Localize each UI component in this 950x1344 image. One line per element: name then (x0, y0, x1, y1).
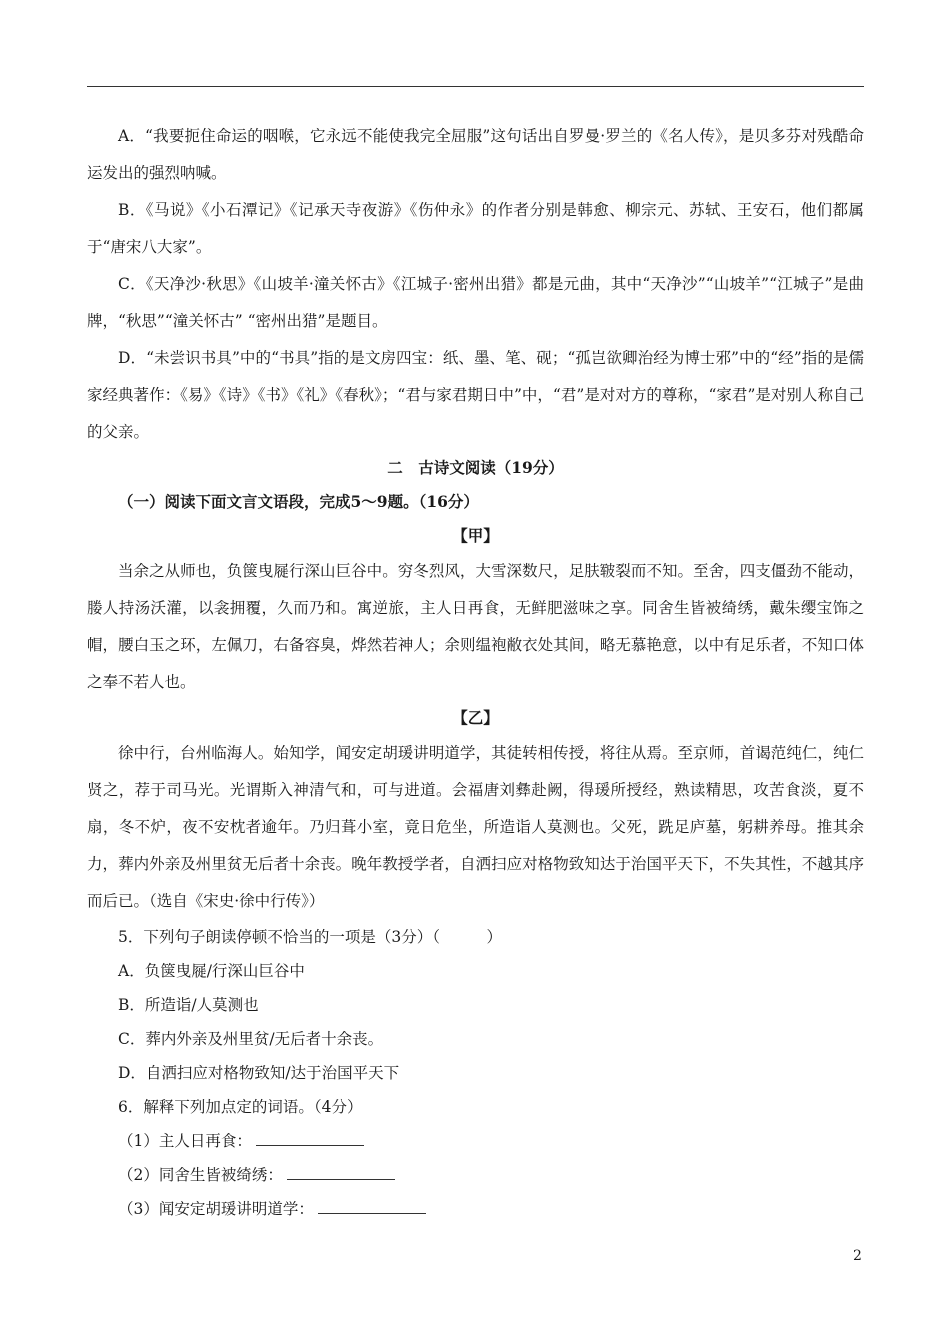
page-number: 2 (853, 1248, 862, 1264)
option-b: B．《马说》《小石潭记》《记承天寺夜游》《伤仲永》的作者分别是韩愈、柳宗元、苏轼、王安石，他们都属于“唐宋八大家”。 (87, 201, 864, 256)
answer-blank-1[interactable] (256, 1129, 364, 1146)
option-c: C．《天净沙·秋思》《山坡羊·潼关怀古》《江城子·密州出猎》都是元曲，其中“天净沙”“山坡羊”“江城子”是曲牌，“秋思”“潼关怀古” “密州出猎”是题目。 (87, 275, 864, 330)
header-rule (87, 86, 864, 87)
yi-passage: 徐中行，台州临海人。始知学，闻安定胡瑗讲明道学，其徒转相传授，将往从焉。至京师，首谒范纯仁，纯仁贤之，荐于司马光。光谓斯入神清气和，可与进道。会福唐刘彝赴阙，得瑗所授经，熟读精思，攻苦食淡，夏不扇，冬不炉，夜不安枕者逾年。乃归葺小室，竟日危坐，所造诣人莫测也。父死，跣足庐墓，躬耕养母。推其余力，葬内外亲及州里贫无后者十余丧。晚年教授学者，自洒扫应对格物致知达于治国平天下，不失其性，不越其序而后已。（选自《宋史·徐中行传》） (87, 744, 864, 910)
q6-item-3 (87, 1192, 864, 1226)
jia-passage: 当余之从师也，负箧曳屣行深山巨谷中。穷冬烈风，大雪深数尺，足肤皲裂而不知。至舍，四支僵劲不能动，媵人持汤沃灌，以衾拥覆，久而乃和。寓逆旅，主人日再食，无鲜肥滋味之享。同舍生皆被绮绣，戴朱缨宝饰之帽，腰白玉之环，左佩刀，右备容臭，烨然若神人；余则缊袍敝衣处其间，略无慕艳意，以中有足乐者，不知口体之奉不若人也。 (87, 562, 864, 691)
q5-stem: 5．下列句子朗读停顿不恰当的一项是（3分）（ ） (118, 928, 502, 946)
q6-item-1 (87, 1124, 864, 1158)
answer-blank-2[interactable] (287, 1163, 395, 1180)
option-d: D．“未尝识书具”中的“书具”指的是文房四宝：纸、墨、笔、砚；“孤岂欲卿治经为博士邪”中的“经”指的是儒家经典著作：《易》《诗》《书》《礼》《春秋》；“君与家君期日中”中，“君”是对对方的尊称，“家君”是对别人称自己的父亲。 (87, 349, 864, 441)
sub-title: （一）阅读下面文言文语段，完成5～9题。（16分） (118, 492, 479, 511)
q5-option-a: A．负箧曳屣/行深山巨谷中 (118, 962, 305, 980)
answer-blank-3[interactable] (318, 1197, 426, 1214)
q6-item-3-label: （3）闻安定胡瑗讲明道学： (118, 1200, 314, 1218)
q6-item-2 (87, 1158, 864, 1192)
q5-option-b: B．所造诣/人莫测也 (118, 996, 259, 1014)
yi-label: 【乙】 (452, 708, 499, 727)
q6-stem: 6．解释下列加点定的词语。（4分） (118, 1098, 363, 1116)
document-body (87, 118, 864, 1226)
option-a: A．“我要扼住命运的咽喉，它永远不能使我完全屈服”这句话出自罗曼·罗兰的《名人传》，是贝多芬对残酷命运发出的强烈呐喊。 (87, 127, 864, 182)
q6-item-1-label: （1）主人日再食： (118, 1132, 252, 1150)
section-title: 二 古诗文阅读（19分） (387, 458, 564, 477)
q6-item-2-label: （2）同舍生皆被绮绣： (118, 1166, 283, 1184)
jia-label: 【甲】 (452, 526, 499, 545)
q5-option-c: C．葬内外亲及州里贫/无后者十余丧。 (118, 1030, 384, 1048)
q5-option-d: D．自洒扫应对格物致知/达于治国平天下 (118, 1064, 400, 1082)
